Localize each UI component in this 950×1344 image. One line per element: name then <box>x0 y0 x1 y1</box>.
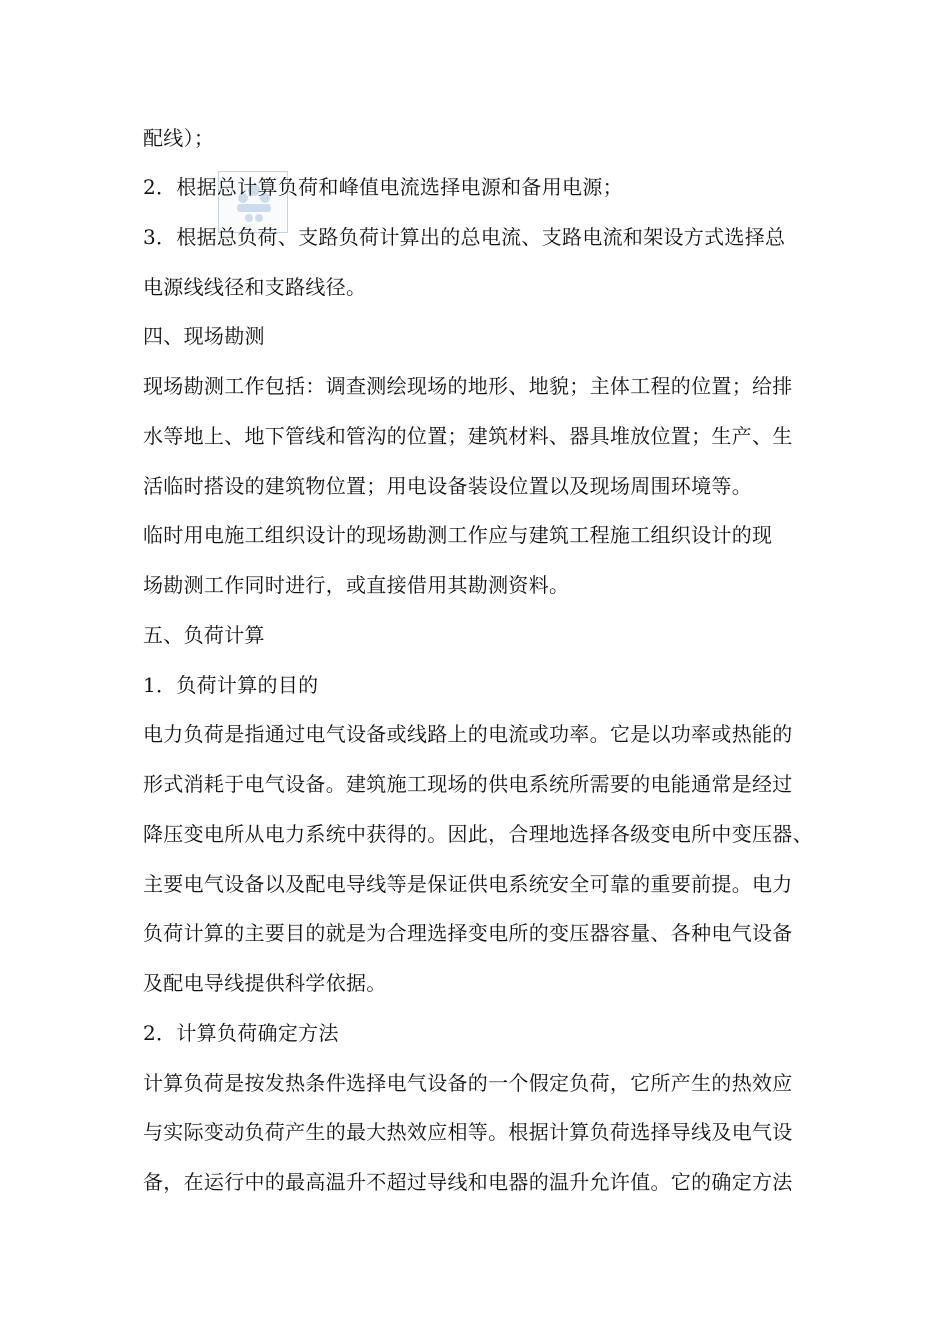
text-line: 临时用电施工组织设计的现场勘测工作应与建筑工程施工组织设计的现 <box>143 523 773 547</box>
text-line: 主要电气设备以及配电导线等是保证供电系统安全可靠的重要前提。电力 <box>143 872 793 896</box>
text-line: 水等地上、地下管线和管沟的位置；建筑材料、器具堆放位置；生产、生 <box>143 424 793 448</box>
section-heading: 四、现场勘测 <box>143 324 265 348</box>
subsection-heading: 1．负荷计算的目的 <box>143 673 319 697</box>
text-line: 电力负荷是指通过电气设备或线路上的电流或功率。它是以功率或热能的 <box>143 722 793 746</box>
text-line: 备，在运行中的最高温升不超过导线和电器的温升允许值。它的确定方法 <box>143 1170 793 1194</box>
text-line: 及配电导线提供科学依据。 <box>143 971 387 995</box>
text-line: 活临时搭设的建筑物位置；用电设备装设位置以及现场周围环境等。 <box>143 474 752 498</box>
text-line: 形式消耗于电气设备。建筑施工现场的供电系统所需要的电能通常是经过 <box>143 772 793 796</box>
text-line: 与实际变动负荷产生的最大热效应相等。根据计算负荷选择导线及电气设 <box>143 1120 793 1144</box>
text-line: 3．根据总负荷、支路负荷计算出的总电流、支路电流和架设方式选择总 <box>143 225 786 249</box>
subsection-heading: 2．计算负荷确定方法 <box>143 1021 339 1045</box>
text-line: 配线）； <box>143 126 215 150</box>
text-line: 负荷计算的主要目的就是为合理选择变电所的变压器容量、各种电气设备 <box>143 921 793 945</box>
text-line: 计算负荷是按发热条件选择电气设备的一个假定负荷，它所产生的热效应 <box>143 1071 793 1095</box>
text-line: 2．根据总计算负荷和峰值电流选择电源和备用电源； <box>143 175 623 199</box>
text-line: 现场勘测工作包括：调查测绘现场的地形、地貌；主体工程的位置；给排 <box>143 374 793 398</box>
text-line: 电源线线径和支路线径。 <box>143 275 367 299</box>
text-line: 场勘测工作同时进行，或直接借用其勘测资料。 <box>143 573 570 597</box>
section-heading: 五、负荷计算 <box>143 623 265 647</box>
text-line: 降压变电所从电力系统中获得的。因此，合理地选择各级变电所中变压器、 <box>143 822 813 846</box>
